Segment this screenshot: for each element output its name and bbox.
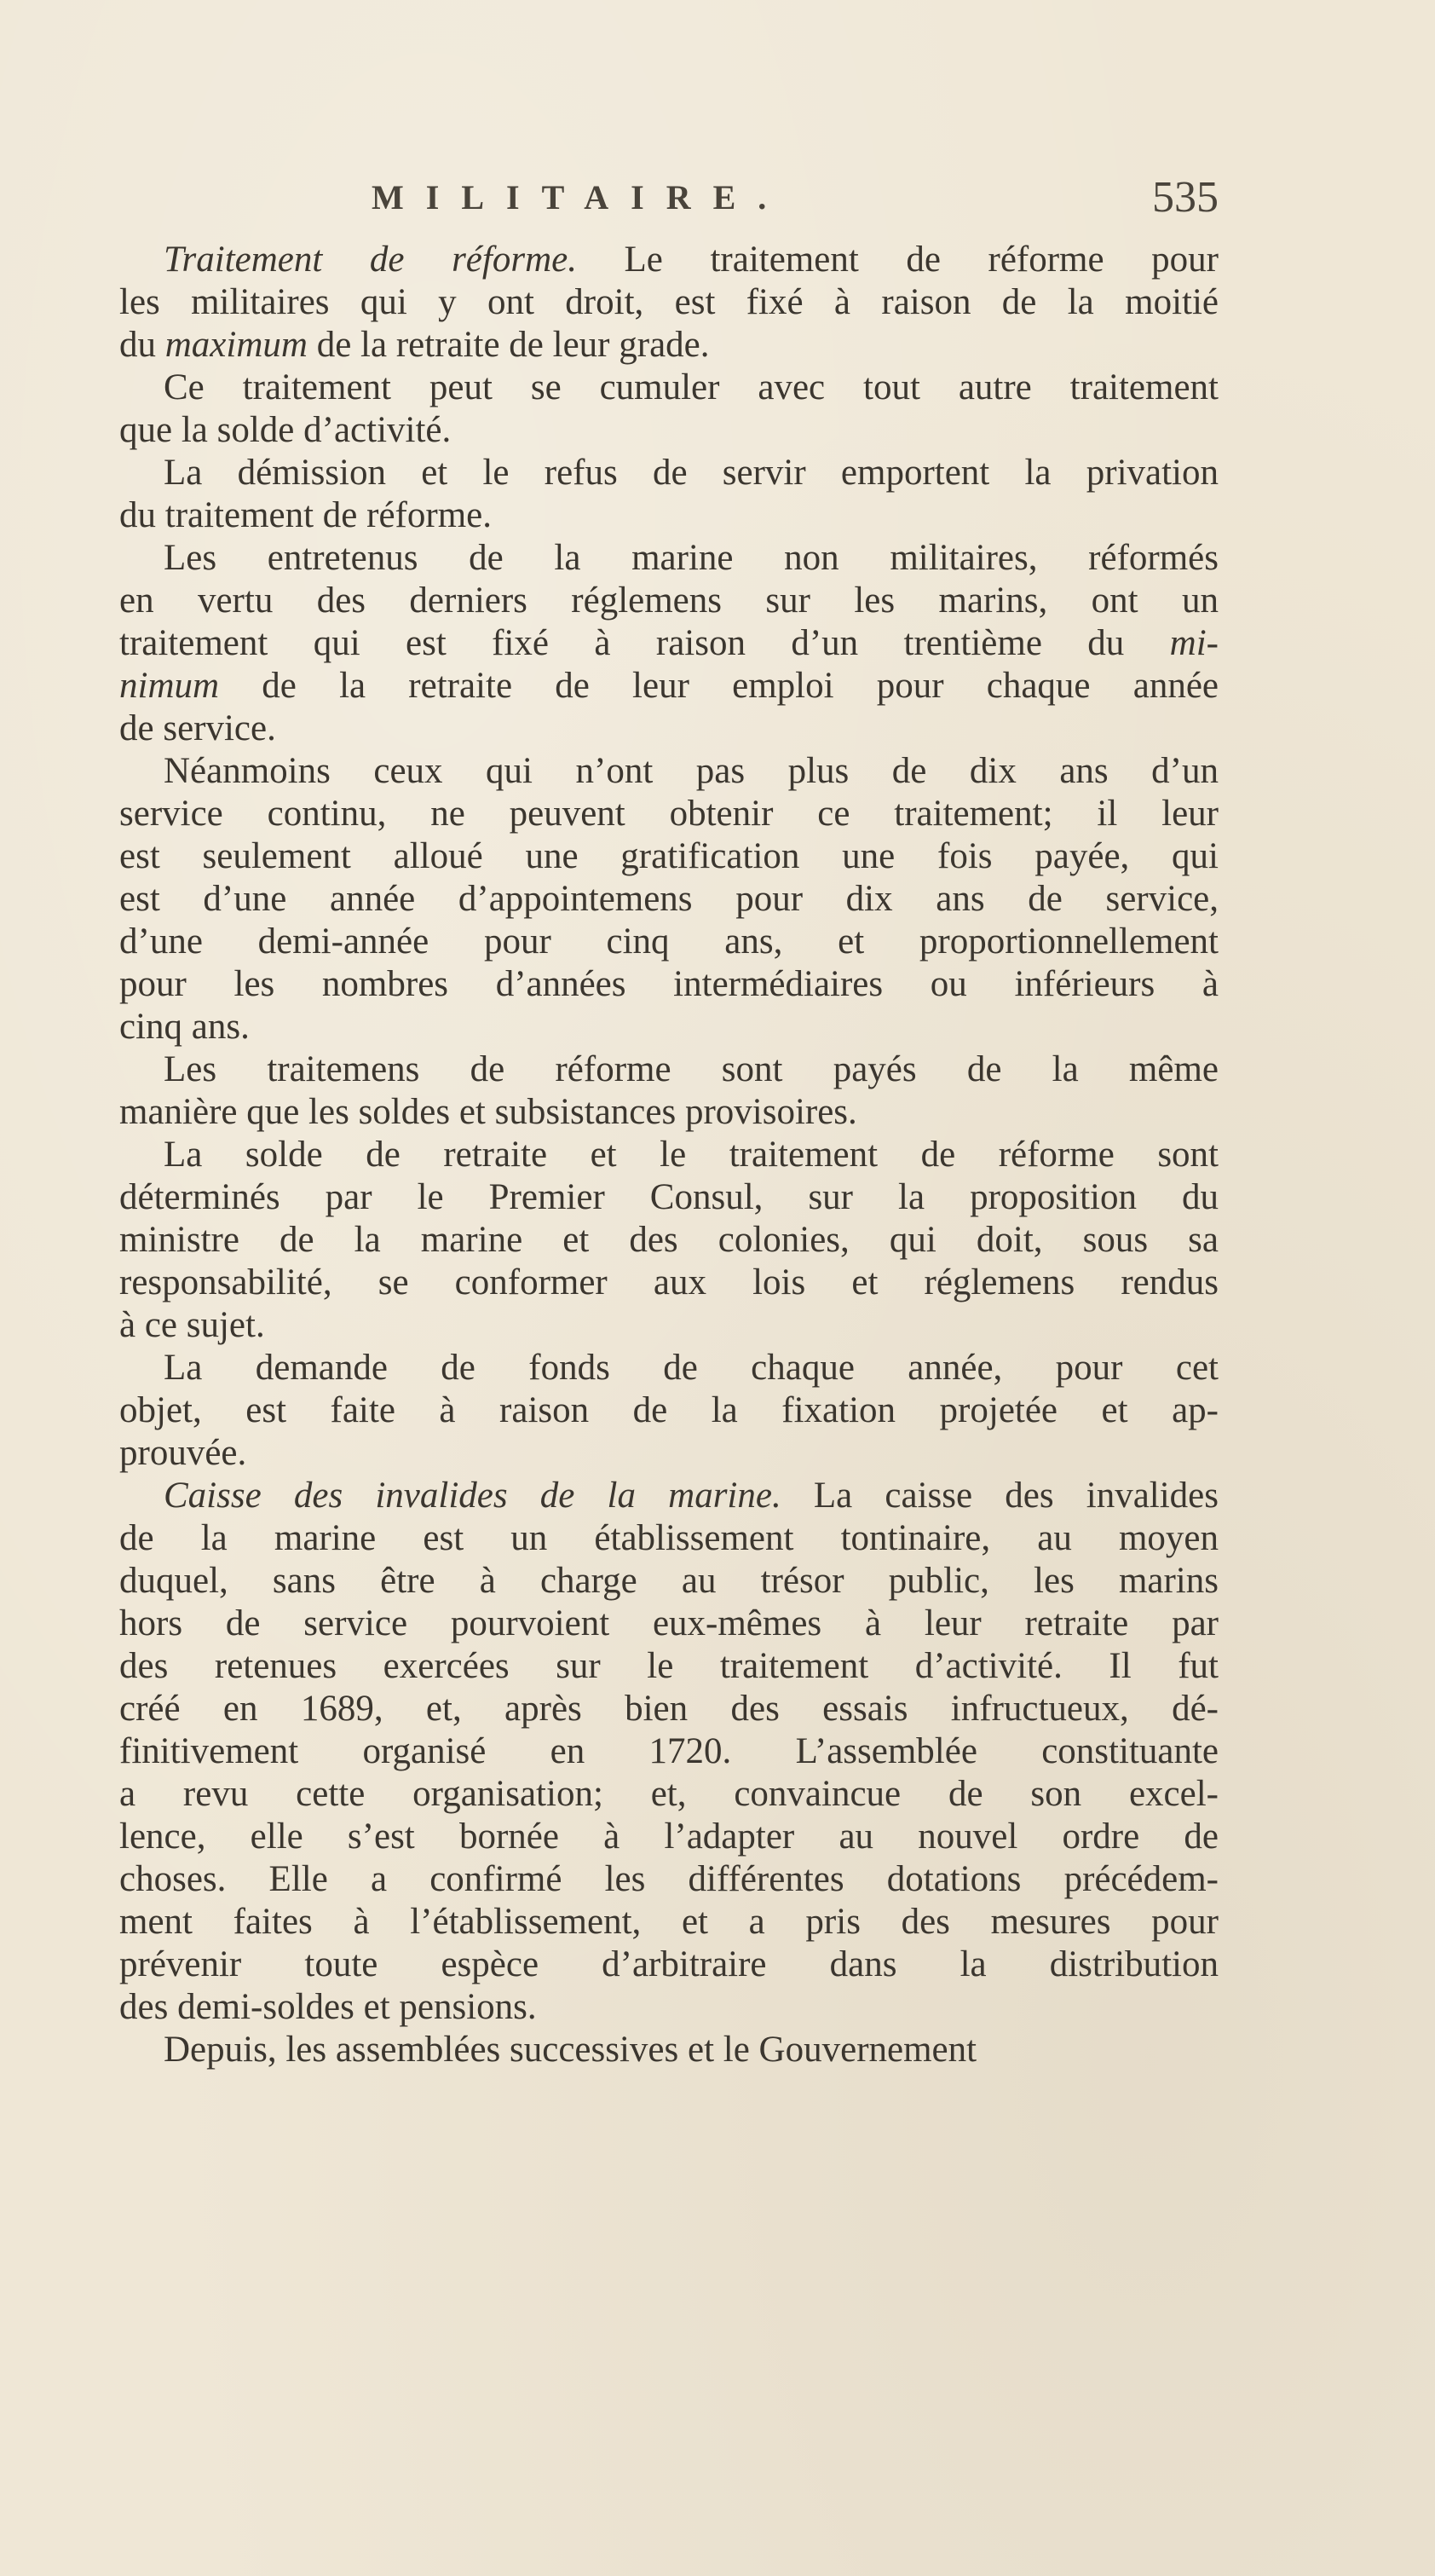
text-line (119, 1603, 1219, 1645)
text-run: est seulement alloué une gratification une fois payée, qui (119, 836, 1219, 876)
text-line (119, 1347, 1219, 1389)
text-line (119, 1389, 1219, 1432)
text-run: pour les nombres d’années intermédiaires ou inférieurs à (119, 964, 1219, 1004)
text-run: service continu, ne peuvent obtenir ce traitement; il leur (119, 794, 1219, 834)
text-run: déterminés par le Premier Consul, sur la proposition du (119, 1177, 1219, 1217)
text-line (119, 1304, 1219, 1347)
text-line (119, 1134, 1219, 1176)
text-run: de la marine est un établissement tontinaire, au moyen (119, 1518, 1219, 1558)
text-line (119, 2029, 1219, 2071)
italic-text: maximum (164, 325, 308, 365)
paragraph (119, 2029, 1219, 2071)
text-line (119, 1517, 1219, 1560)
text-run: à ce sujet. (119, 1305, 265, 1345)
text-run: de la retraite de leur emploi pour chaque année (219, 666, 1219, 706)
text-run: hors de service pourvoient eux-mêmes à leur retraite par (119, 1603, 1219, 1643)
text-run: finitivement organisé en 1720. L’assemblée constituante (119, 1731, 1219, 1771)
text-run: prévenir toute espèce d’arbitraire dans la distribution (119, 1944, 1219, 1984)
text-run: d’une demi-année pour cinq ans, et proportionnellement (119, 921, 1219, 962)
text-run: Ce traitement peut se cumuler avec tout autre traitement (164, 367, 1219, 407)
text-line (119, 835, 1219, 878)
paragraph (119, 1048, 1219, 1134)
italic-text: nimum (119, 666, 220, 706)
text-line (119, 537, 1219, 580)
text-run: Néanmoins ceux qui n’ont pas plus de dix ans d’un (164, 751, 1219, 791)
text-line (119, 1560, 1219, 1603)
text-line (119, 1006, 1219, 1048)
text-run: Depuis, les assemblées successives et le Gouvernement (164, 2030, 977, 2070)
text-run: La caisse des invalides (781, 1476, 1219, 1516)
text-line (119, 1688, 1219, 1730)
text-line (119, 452, 1219, 494)
body-text (119, 239, 1219, 2071)
text-run: responsabilité, se conformer aux lois et réglemens rendus (119, 1262, 1219, 1302)
text-line (119, 963, 1219, 1006)
text-run: des demi-soldes et pensions. (119, 1987, 537, 2027)
text-line (119, 281, 1219, 324)
text-line (119, 1901, 1219, 1944)
paragraph (119, 239, 1219, 367)
text-line (119, 239, 1219, 281)
text-line (119, 1858, 1219, 1901)
text-run: choses. Elle a confirmé les différentes dotations précédem- (119, 1859, 1219, 1899)
text-line (119, 921, 1219, 963)
text-run: les militaires qui y ont droit, est fixé à raison de la moitié (119, 282, 1219, 322)
text-line (119, 367, 1219, 409)
text-run: cinq ans. (119, 1007, 250, 1047)
text-line (119, 1645, 1219, 1688)
text-line (119, 324, 1219, 367)
text-run: que la solde d’activité. (119, 410, 452, 450)
text-run: des retenues exercées sur le traitement d’activité. Il fut (119, 1646, 1219, 1686)
text-line (119, 622, 1219, 665)
text-line (119, 409, 1219, 452)
text-run: ment faites à l’établissement, et a pris des mesures pour (119, 1902, 1219, 1942)
paragraph (119, 1347, 1219, 1475)
text-run: a revu cette organisation; et, convaincue de son excel- (119, 1774, 1219, 1814)
text-line (119, 1262, 1219, 1304)
text-run: traitement qui est fixé à raison d’un trentième du (119, 623, 1170, 663)
page-number: 535 (1152, 173, 1219, 222)
text-run: du (119, 325, 165, 365)
text-run: Le traitement de réforme pour (576, 240, 1219, 280)
text-line (119, 1432, 1219, 1475)
text-run: prouvée. (119, 1433, 247, 1473)
text-run: ministre de la marine et des colonies, qui doit, sous sa (119, 1220, 1219, 1260)
text-run: en vertu des derniers réglemens sur les marins, ont un (119, 580, 1219, 621)
italic-text: Traitement de réforme. (164, 240, 577, 280)
text-line (119, 665, 1219, 708)
text-line (119, 580, 1219, 622)
running-head: MILITAIRE. (372, 178, 789, 217)
text-line (119, 793, 1219, 835)
text-run: duquel, sans être à charge au trésor public, les marins (119, 1561, 1219, 1601)
text-line (119, 1944, 1219, 1986)
paragraph (119, 1134, 1219, 1347)
text-line (119, 1091, 1219, 1134)
text-run: créé en 1689, et, après bien des essais infructueux, dé- (119, 1689, 1219, 1729)
text-run: lence, elle s’est bornée à l’adapter au nouvel ordre de (119, 1816, 1219, 1857)
text-run: du traitement de réforme. (119, 495, 492, 535)
text-line (119, 1816, 1219, 1858)
text-run: de la retraite de leur grade. (307, 325, 710, 365)
text-line (119, 1219, 1219, 1262)
text-run: de service. (119, 708, 276, 748)
text-line (119, 494, 1219, 537)
text-run: objet, est faite à raison de la fixation projetée et ap- (119, 1390, 1219, 1430)
paragraph (119, 537, 1219, 750)
text-run: manière que les soldes et subsistances provisoires. (119, 1092, 857, 1132)
text-run: La solde de retraite et le traitement de réforme sont (164, 1135, 1219, 1175)
text-run: Les traitemens de réforme sont payés de la même (164, 1049, 1219, 1089)
text-line (119, 750, 1219, 793)
text-line (119, 708, 1219, 750)
text-line (119, 1986, 1219, 2029)
text-line (119, 1048, 1219, 1091)
text-run: Les entretenus de la marine non militaires, réformés (164, 538, 1219, 578)
text-line (119, 1730, 1219, 1773)
text-line (119, 878, 1219, 921)
text-line (119, 1773, 1219, 1816)
italic-text: mi- (1169, 623, 1219, 663)
text-line (119, 1475, 1219, 1517)
page-header (119, 173, 1219, 228)
paragraph (119, 750, 1219, 1048)
text-run: est d’une année d’appointemens pour dix ans de service, (119, 879, 1219, 919)
paragraph (119, 367, 1219, 452)
italic-text: Caisse des invalides de la marine. (164, 1476, 781, 1516)
paragraph (119, 452, 1219, 537)
text-line (119, 1176, 1219, 1219)
text-run: La demande de fonds de chaque année, pour cet (164, 1348, 1219, 1388)
text-run: La démission et le refus de servir emportent la privation (164, 453, 1219, 493)
paragraph (119, 1475, 1219, 2029)
